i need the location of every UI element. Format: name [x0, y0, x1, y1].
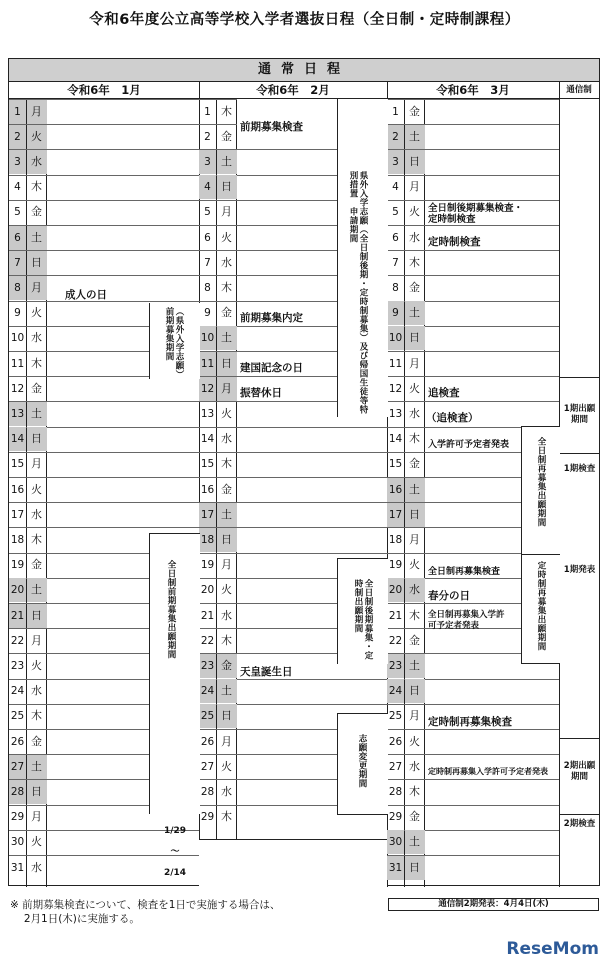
jan-kengai-text: （県外入学志願）前期募集期間	[164, 307, 184, 375]
day-number: 23	[387, 654, 404, 678]
day-number: 1	[392, 105, 399, 118]
weekday: 火	[27, 125, 47, 149]
day-number: 12	[388, 382, 403, 395]
day-number: 20	[387, 578, 404, 602]
day-number: 20	[9, 578, 26, 602]
day-number: 14	[200, 433, 215, 446]
mar-teiji-sai-cell	[521, 554, 560, 664]
weekday: 木	[221, 810, 232, 824]
day-number: 16	[387, 478, 404, 502]
feb-12-event: 振替休日	[240, 387, 282, 399]
weekday: 土	[405, 654, 425, 678]
weekday: 日	[217, 704, 237, 728]
weekday: 水	[31, 507, 42, 521]
day-number: 21	[388, 609, 403, 622]
day-number: 19	[10, 559, 25, 572]
day-number: 20	[200, 584, 215, 597]
day-number: 27	[9, 755, 26, 779]
weekday: 水	[409, 406, 420, 420]
weekday: 金	[409, 104, 420, 118]
weekday: 月	[409, 356, 420, 370]
weekday: 土	[27, 578, 47, 602]
weekday: 水	[31, 860, 42, 874]
day-number: 21	[9, 604, 26, 628]
day-number: 13	[388, 407, 403, 420]
day-number: 2	[387, 125, 404, 149]
feb-11-event: 建国記念の日	[240, 362, 303, 374]
calendar-header: 通常日程	[9, 59, 599, 82]
weekday: 金	[31, 734, 42, 748]
weekday: 土	[27, 402, 47, 426]
day-number: 2	[9, 125, 26, 149]
weekday: 火	[31, 482, 42, 496]
weekday: 月	[31, 633, 42, 647]
day-number: 28	[388, 785, 403, 798]
weekday: 水	[31, 331, 42, 345]
feb-9-event: 前期募集内定	[240, 312, 303, 324]
mar-14-event: 入学許可予定者発表	[428, 440, 510, 450]
day-number: 7	[9, 251, 26, 275]
month-header-jan: 令和6年 1月	[9, 81, 199, 99]
jan-8-event: 成人の日	[65, 289, 107, 301]
day-number: 25	[388, 710, 403, 723]
jan-zenki-text: 全日制前期募集出願期間	[166, 560, 176, 659]
day-number: 7	[392, 256, 399, 269]
day-number: 27	[388, 760, 403, 773]
weekday: 日	[217, 175, 237, 199]
day-number: 4	[14, 181, 21, 194]
weekday: 日	[405, 679, 425, 703]
distance-header: 通信制	[559, 81, 599, 99]
weekday: 月	[409, 532, 420, 546]
day-number: 18	[10, 533, 25, 546]
day-number: 18	[199, 528, 216, 552]
weekday: 月	[221, 558, 232, 572]
weekday: 水	[221, 784, 232, 798]
day-number: 7	[204, 256, 211, 269]
dist-ki1-shutsugan: 1期出願期間	[563, 404, 596, 425]
jan-zenki-cell	[149, 533, 200, 878]
mar-19-event: 全日制再募集検査	[428, 567, 501, 577]
day-number: 24	[387, 679, 404, 703]
weekday: 土	[27, 755, 47, 779]
weekday: 水	[405, 578, 425, 602]
day-number: 22	[200, 634, 215, 647]
resemom-logo: ReseMom	[506, 939, 599, 959]
schedule-calendar	[8, 58, 600, 886]
mar-21-event-1: 全日制再募集入学許	[428, 610, 505, 620]
day-number: 31	[387, 856, 404, 880]
weekday: 金	[31, 205, 42, 219]
day-number: 22	[388, 634, 403, 647]
weekday: 土	[27, 226, 47, 250]
day-number: 5	[14, 206, 21, 219]
day-number: 5	[392, 206, 399, 219]
day-number: 15	[388, 458, 403, 471]
jan-kengai-cell	[149, 303, 200, 379]
weekday: 金	[221, 129, 232, 143]
day-number: 17	[10, 508, 25, 521]
feb-kengai-cell	[337, 99, 388, 417]
weekday: 土	[405, 830, 425, 854]
day-number: 29	[388, 811, 403, 824]
weekday: 土	[405, 125, 425, 149]
weekday: 日	[27, 780, 47, 804]
month-header-mar: 令和6年 3月	[387, 81, 559, 99]
day-number: 10	[199, 326, 216, 350]
mar-6-event: 定時制検査	[428, 236, 481, 248]
weekday: 水	[409, 759, 420, 773]
weekday: 日	[217, 352, 237, 376]
day-number: 1	[9, 100, 26, 124]
day-number: 11	[388, 357, 403, 370]
feb-23-event: 天皇誕生日	[240, 666, 293, 678]
weekday: 月	[31, 457, 42, 471]
day-number: 6	[392, 231, 399, 244]
feb-shigan-text: 志願変更期間	[357, 734, 367, 788]
weekday: 木	[31, 180, 42, 194]
dist-ki1-happyo: 1期発表	[563, 565, 596, 575]
jan-range-end: 2/14	[163, 868, 187, 878]
weekday: 金	[31, 558, 42, 572]
dist-ki1-kensa: 1期検査	[563, 464, 596, 474]
weekday: 月	[27, 100, 47, 124]
weekday: 木	[31, 709, 42, 723]
footnote	[10, 898, 280, 926]
weekday: 木	[221, 457, 232, 471]
mar-21-event-2: 可予定者発表	[428, 621, 480, 631]
day-number: 9	[204, 307, 211, 320]
weekday: 火	[409, 558, 420, 572]
page-title: 令和6年度公立高等学校入学者選抜日程（全日制・定時制課程）	[89, 12, 520, 28]
dist-ki2-shutsugan-cell	[560, 738, 599, 815]
day-number: 4	[392, 181, 399, 194]
weekday: 日	[405, 150, 425, 174]
feb-kengai-text: 県外入学志願（全日制後期・定時制募集）及び帰国生徒等特別措置 申請期間	[348, 171, 368, 414]
feb-zenki-kensa-cell	[237, 99, 337, 149]
footnote-line-2: 2月1日(木)に実施する。	[10, 913, 140, 925]
weekday: 火	[31, 658, 42, 672]
weekday: 木	[409, 608, 420, 622]
day-number: 15	[10, 458, 25, 471]
day-number: 19	[388, 559, 403, 572]
dist-ki2-shutsugan: 2期出願期間	[563, 761, 596, 782]
day-number: 23	[199, 654, 216, 678]
weekday: 火	[221, 406, 232, 420]
weekday: 土	[217, 326, 237, 350]
weekday: 木	[31, 356, 42, 370]
day-number: 6	[9, 226, 26, 250]
day-number: 19	[200, 559, 215, 572]
weekday: 水	[221, 608, 232, 622]
day-number: 30	[387, 830, 404, 854]
day-number: 3	[387, 150, 404, 174]
weekday: 月	[31, 810, 42, 824]
jan-range-start: 1/29	[163, 826, 187, 836]
day-number: 8	[204, 281, 211, 294]
dist-ki2-kensa: 2期検査	[563, 819, 596, 829]
day-number: 23	[10, 659, 25, 672]
day-number: 5	[204, 206, 211, 219]
weekday: 土	[217, 503, 237, 527]
distance-note: 通信制2期発表：4月4日(木)	[388, 898, 599, 911]
feb-kouki-cell	[337, 558, 388, 664]
day-number: 29	[200, 811, 215, 824]
month-header-feb: 令和6年 2月	[199, 81, 387, 99]
day-number: 26	[388, 735, 403, 748]
weekday: 日	[27, 427, 47, 451]
mar-zennichi-sai-text: 全日制再募集出願期間	[536, 437, 546, 527]
day-number: 15	[200, 458, 215, 471]
day-number: 21	[200, 609, 215, 622]
weekday: 水	[221, 255, 232, 269]
weekday: 火	[31, 306, 42, 320]
weekday: 月	[409, 709, 420, 723]
weekday: 水	[409, 230, 420, 244]
mar-27-event: 定時制再募集入学許可予定者発表	[428, 767, 548, 776]
day-number: 27	[200, 760, 215, 773]
mar-5-event-1: 全日制後期募集検査・	[428, 203, 524, 214]
day-number: 12	[199, 377, 216, 401]
weekday: 土	[217, 150, 237, 174]
weekday: 日	[405, 856, 425, 880]
weekday: 水	[27, 150, 47, 174]
day-number: 12	[10, 382, 25, 395]
day-number: 9	[14, 307, 21, 320]
weekday: 火	[409, 381, 420, 395]
day-number: 17	[387, 503, 404, 527]
weekday: 金	[409, 457, 420, 471]
mar-20-event: 春分の日	[428, 590, 470, 602]
weekday: 土	[217, 679, 237, 703]
day-number: 9	[387, 301, 404, 325]
day-number: 11	[10, 357, 25, 370]
day-number: 4	[199, 175, 216, 199]
feb-blank-after-29	[199, 839, 387, 888]
day-number: 13	[9, 402, 26, 426]
weekday: 火	[221, 230, 232, 244]
weekday: 日	[405, 326, 425, 350]
day-number: 16	[200, 483, 215, 496]
day-number: 28	[9, 780, 26, 804]
feb-kouki-text: 全日制後期募集・定時制出願期間	[353, 579, 373, 660]
weekday: 土	[405, 478, 425, 502]
weekday: 日	[27, 604, 47, 628]
dist-ki1-shutsugan-cell	[560, 377, 599, 454]
day-number: 8	[9, 276, 26, 300]
weekday: 木	[221, 280, 232, 294]
weekday: 日	[27, 251, 47, 275]
day-number: 3	[199, 150, 216, 174]
day-number: 6	[204, 231, 211, 244]
mar-25-event: 定時制再募集検査	[428, 716, 512, 728]
weekday: 月	[221, 205, 232, 219]
weekday: 火	[409, 734, 420, 748]
day-number: 1	[204, 105, 211, 118]
feb-shigan-cell	[337, 713, 388, 815]
day-number: 16	[10, 483, 25, 496]
weekday: 木	[221, 633, 232, 647]
day-number: 28	[200, 785, 215, 798]
feb-zenki-kensa: 前期募集検査	[240, 121, 303, 133]
weekday: 木	[409, 784, 420, 798]
weekday: 木	[409, 432, 420, 446]
day-number: 26	[10, 735, 25, 748]
weekday: 火	[31, 835, 42, 849]
day-number: 31	[10, 861, 25, 874]
day-number: 24	[10, 685, 25, 698]
day-number: 10	[10, 332, 25, 345]
jan-range-tilde: 〜	[170, 847, 180, 857]
weekday: 金	[409, 280, 420, 294]
day-number: 26	[200, 735, 215, 748]
footnote-line-1: ※ 前期募集検査について、検査を1日で実施する場合は、	[10, 899, 281, 911]
day-number: 18	[388, 533, 403, 546]
weekday: 木	[221, 104, 232, 118]
day-number: 13	[200, 407, 215, 420]
weekday: 金	[409, 810, 420, 824]
day-number: 30	[10, 836, 25, 849]
day-number: 2	[204, 130, 211, 143]
day-number: 25	[10, 710, 25, 723]
day-number: 3	[9, 150, 26, 174]
mar-12-event: 追検査	[428, 387, 460, 399]
day-number: 17	[199, 503, 216, 527]
day-number: 14	[9, 427, 26, 451]
weekday: 火	[221, 759, 232, 773]
day-number: 8	[392, 281, 399, 294]
weekday: 水	[221, 432, 232, 446]
weekday: 木	[31, 532, 42, 546]
mar-teiji-sai-text: 定時制再募集出願期間	[536, 561, 546, 651]
weekday: 月	[27, 276, 47, 300]
weekday: 金	[217, 654, 237, 678]
weekday: 土	[405, 301, 425, 325]
day-number: 29	[10, 811, 25, 824]
weekday: 金	[221, 306, 232, 320]
weekday: 木	[409, 255, 420, 269]
weekday: 水	[31, 684, 42, 698]
day-number: 10	[387, 326, 404, 350]
day-number: 24	[199, 679, 216, 703]
weekday: 火	[221, 583, 232, 597]
weekday: 金	[409, 633, 420, 647]
day-number: 11	[199, 352, 216, 376]
weekday: 火	[409, 205, 420, 219]
weekday: 日	[405, 503, 425, 527]
day-number: 14	[388, 433, 403, 446]
mar-13-event: （追検査）	[426, 412, 479, 424]
mar-5-event-2: 定時制検査	[428, 214, 476, 225]
weekday: 日	[217, 528, 237, 552]
weekday: 月	[221, 734, 232, 748]
weekday: 月	[217, 377, 237, 401]
weekday: 月	[409, 180, 420, 194]
mar-zennichi-sai-cell	[521, 426, 560, 555]
weekday: 金	[221, 482, 232, 496]
weekday: 金	[31, 381, 42, 395]
day-number: 22	[10, 634, 25, 647]
day-number: 25	[199, 704, 216, 728]
